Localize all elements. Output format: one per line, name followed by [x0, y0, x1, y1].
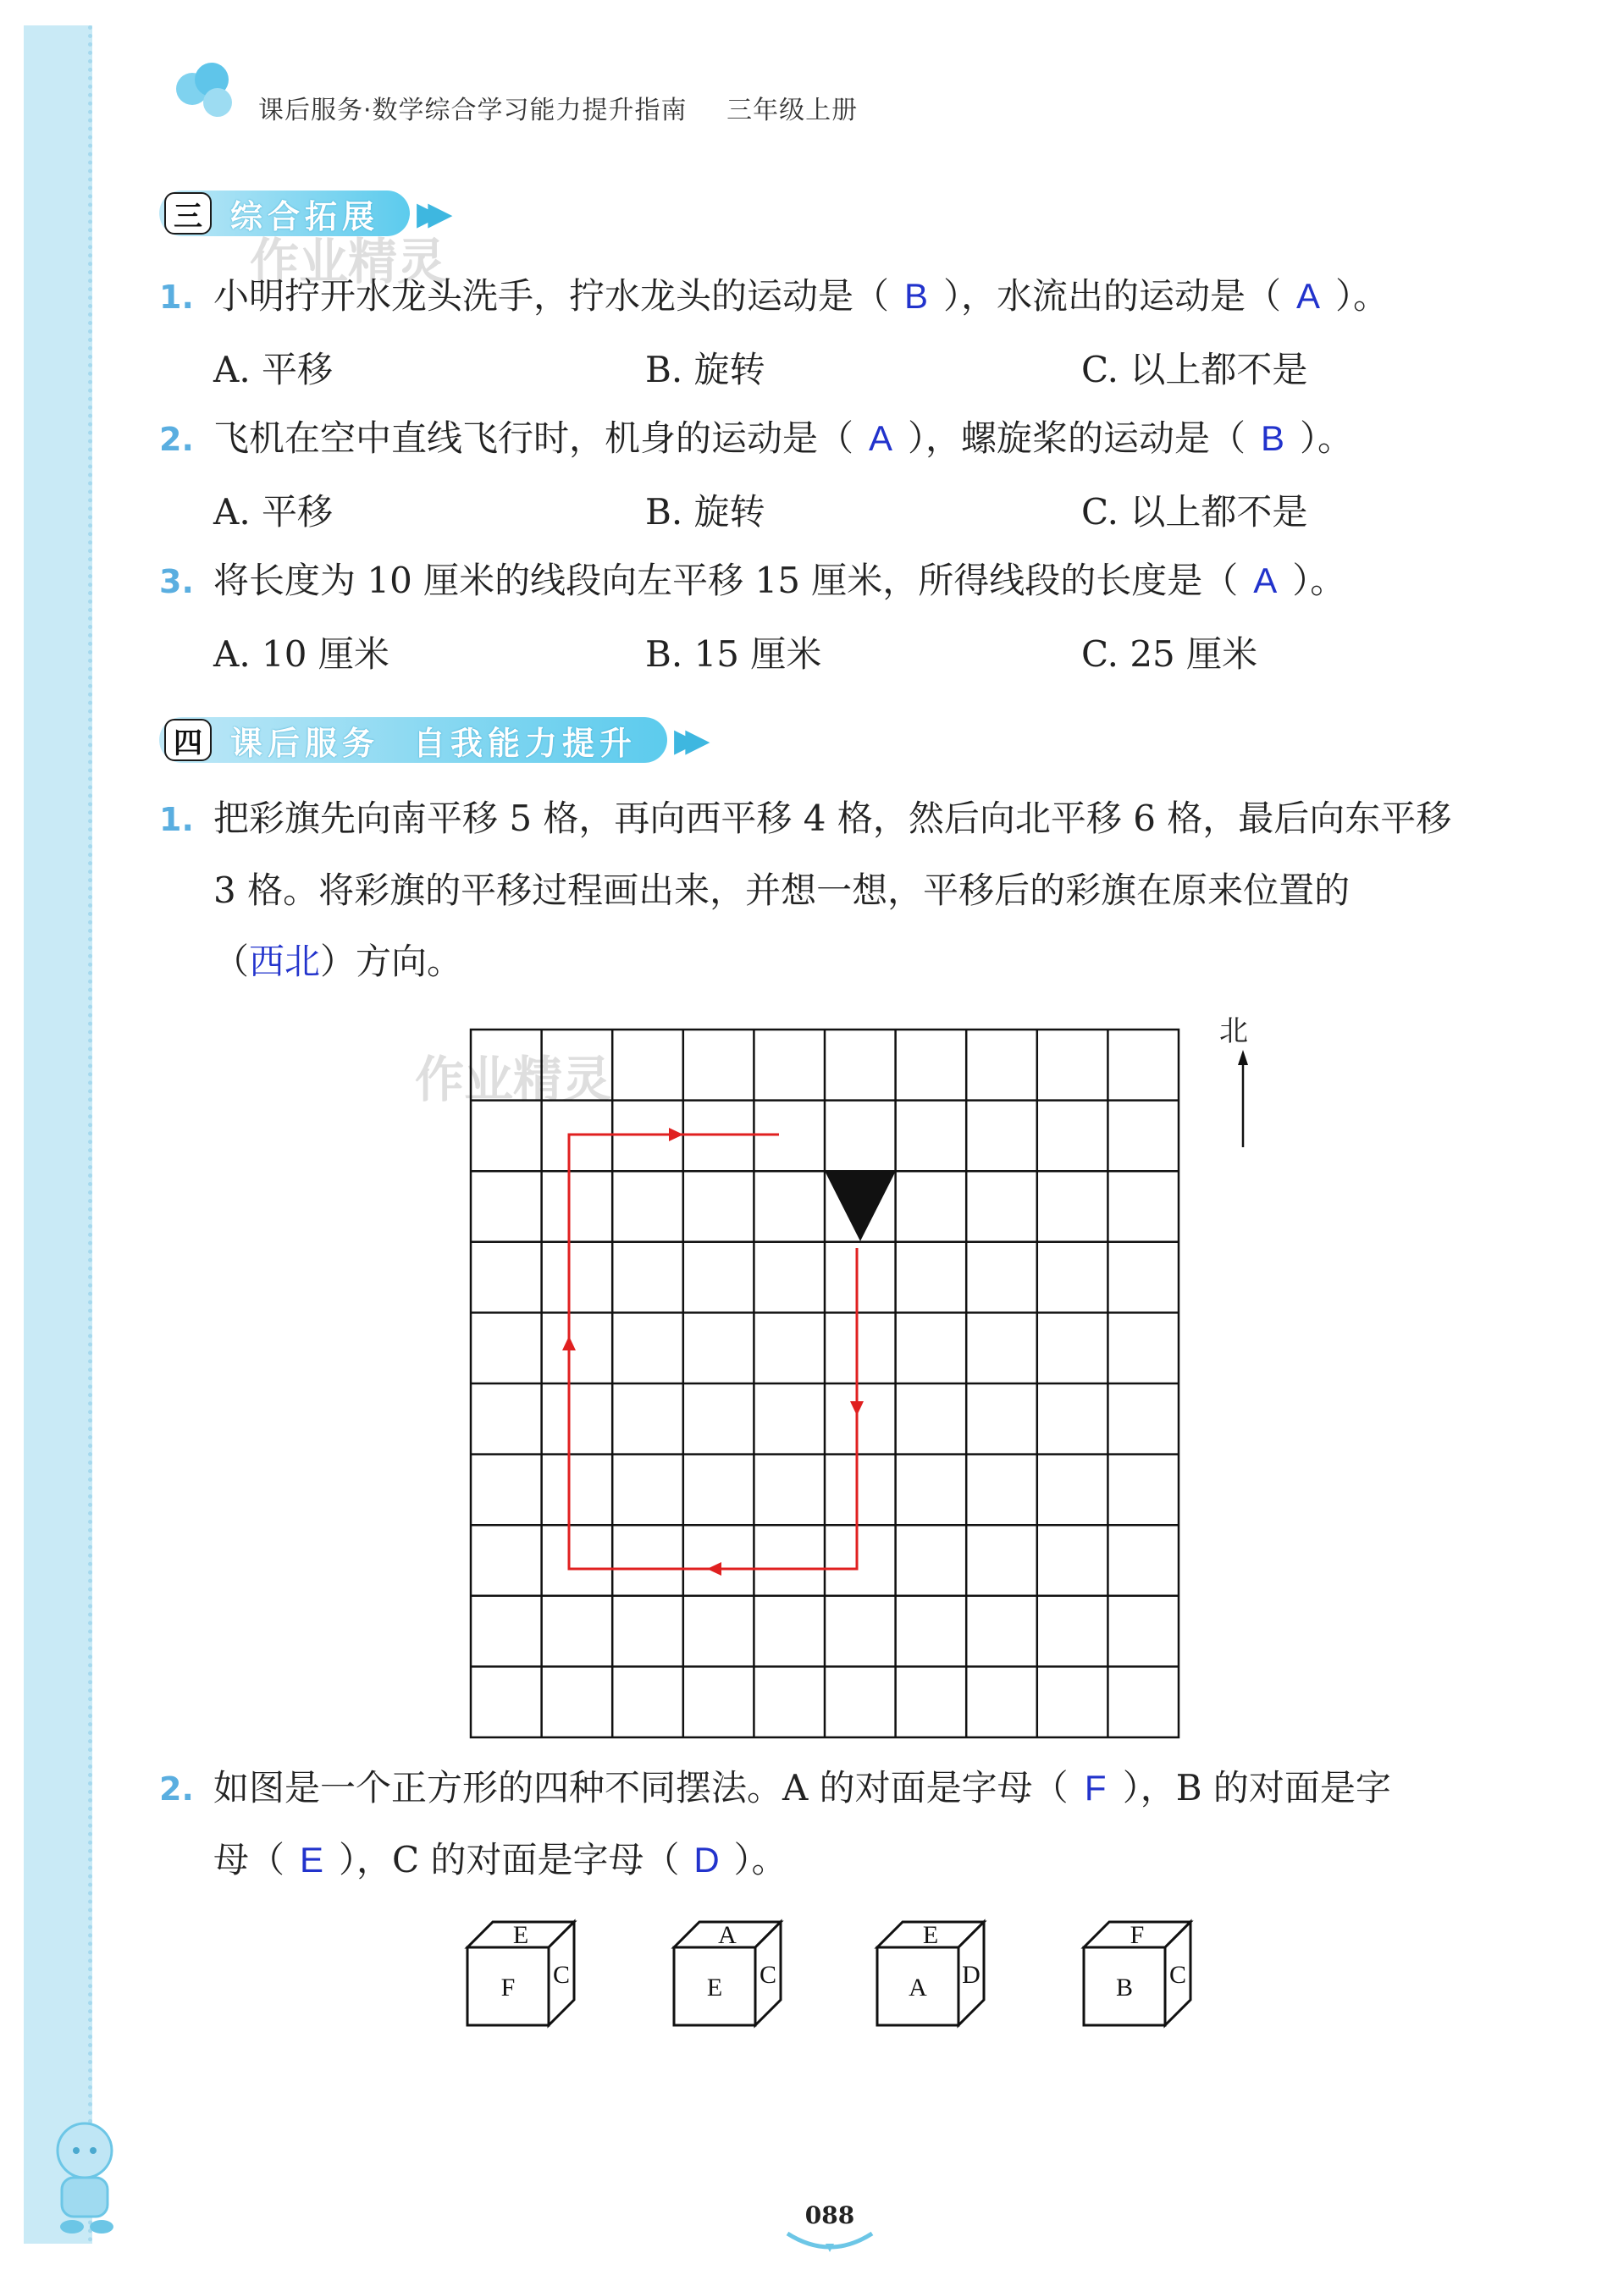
answer: A [1296, 276, 1321, 316]
section-3-number: 三 [164, 192, 212, 235]
section-3-title: 综合拓展 [230, 197, 380, 235]
north-arrow-icon [1238, 1050, 1248, 1147]
header-grade: 三年级上册 [726, 96, 859, 125]
answer: A [869, 418, 893, 458]
cartoon-kid-icon [38, 2117, 140, 2244]
cube-figures [457, 1905, 1219, 2032]
double-arrow-icon: ▶▶ [674, 721, 697, 759]
question-text: 把彩旗先向南平移 5 格，再向西平移 4 格，然后向北平移 6 格，最后向东平移 [213, 798, 1452, 839]
option-a: A. 平移 [213, 491, 334, 533]
cube-front-label: B [1115, 1974, 1134, 2002]
cube-top-label: E [922, 1921, 939, 1949]
watermark: 作业精灵 [250, 233, 447, 290]
cube-side-label: C [1168, 1961, 1187, 1989]
question-number: 1. [159, 801, 194, 838]
option-b: B. 旋转 [645, 491, 765, 533]
header-title: 课后服务·数学综合学习能力提升指南 [258, 96, 688, 125]
answer: A [1253, 560, 1278, 600]
cube-top-label: E [512, 1921, 529, 1949]
question-text: 将长度为 10 厘米的线段向左平移 15 厘米，所得线段的长度是（ [213, 560, 1239, 601]
option-c: C. 25 厘米 [1081, 633, 1258, 675]
option-c: C. 以上都不是 [1081, 349, 1308, 390]
question-number: 2. [159, 1770, 194, 1808]
double-arrow-icon: ▶▶ [417, 195, 439, 232]
question-text: ）方向。 [320, 941, 463, 982]
question-text: ），B 的对面是字 [1122, 1767, 1391, 1808]
section-4-title-b: 自我能力提升 [413, 724, 638, 762]
answer: D [693, 1840, 720, 1880]
page-number-decoration [783, 2227, 876, 2261]
cube-2 [674, 1921, 781, 2025]
question-number: 1. [159, 279, 194, 316]
flag-marker [825, 1171, 896, 1241]
cube-top-label: A [718, 1921, 737, 1949]
cube-side-label: C [552, 1961, 571, 1989]
question-number: 3. [159, 563, 194, 600]
question-4-2 [159, 1753, 1391, 1896]
cube-front-label: F [500, 1974, 516, 2002]
section-4-number: 四 [164, 719, 212, 761]
option-a: A. 平移 [213, 349, 334, 390]
option-b: B. 15 厘米 [645, 633, 822, 675]
cube-top-label: F [1130, 1921, 1145, 1949]
north-label: 北 [1219, 1014, 1248, 1048]
cube-4 [1084, 1921, 1190, 2025]
question-text: 小明拧开水龙头洗手，拧水龙头的运动是（ [213, 275, 890, 317]
watermark: 作业精灵 [415, 1051, 612, 1108]
question-text: 飞机在空中直线飞行时，机身的运动是（ [213, 417, 854, 459]
answer: B [904, 276, 929, 316]
cube-front-label: E [706, 1974, 723, 2002]
question-text: ）。 [1300, 417, 1354, 459]
question-text: ）。 [1335, 275, 1389, 317]
answer: F [1084, 1768, 1107, 1808]
cube-side-label: D [962, 1961, 980, 1989]
option-c: C. 以上都不是 [1081, 491, 1308, 533]
section-4-title-a: 课后服务 [230, 724, 380, 762]
question-text: 3 格。将彩旗的平移过程画出来，并想一想，平移后的彩旗在原来位置的 [213, 870, 1351, 911]
question-number: 2. [159, 421, 194, 458]
cube-side-label: C [759, 1961, 777, 1989]
page-number: 088 [804, 2201, 855, 2229]
option-a: A. 10 厘米 [213, 633, 389, 675]
question-text: 母（ [213, 1839, 285, 1880]
question-text: ）。 [1292, 560, 1346, 601]
answer: 西北 [249, 941, 321, 981]
question-text: ），C 的对面是字母（ [339, 1839, 680, 1880]
answer: B [1261, 418, 1285, 458]
question-text: ），螺旋桨的运动是（ [908, 417, 1246, 459]
cube-1 [467, 1921, 574, 2025]
path-arrows [562, 1128, 864, 1576]
question-text: 如图是一个正方形的四种不同摆法。A 的对面是字母（ [213, 1767, 1069, 1808]
question-text: （ [213, 941, 250, 982]
cube-front-label: A [909, 1974, 927, 2002]
cube-3 [877, 1921, 984, 2025]
answer: E [300, 1840, 324, 1880]
option-b: B. 旋转 [645, 349, 765, 390]
question-text: ）。 [733, 1839, 787, 1880]
question-text: ），水流出的运动是（ [943, 275, 1282, 317]
